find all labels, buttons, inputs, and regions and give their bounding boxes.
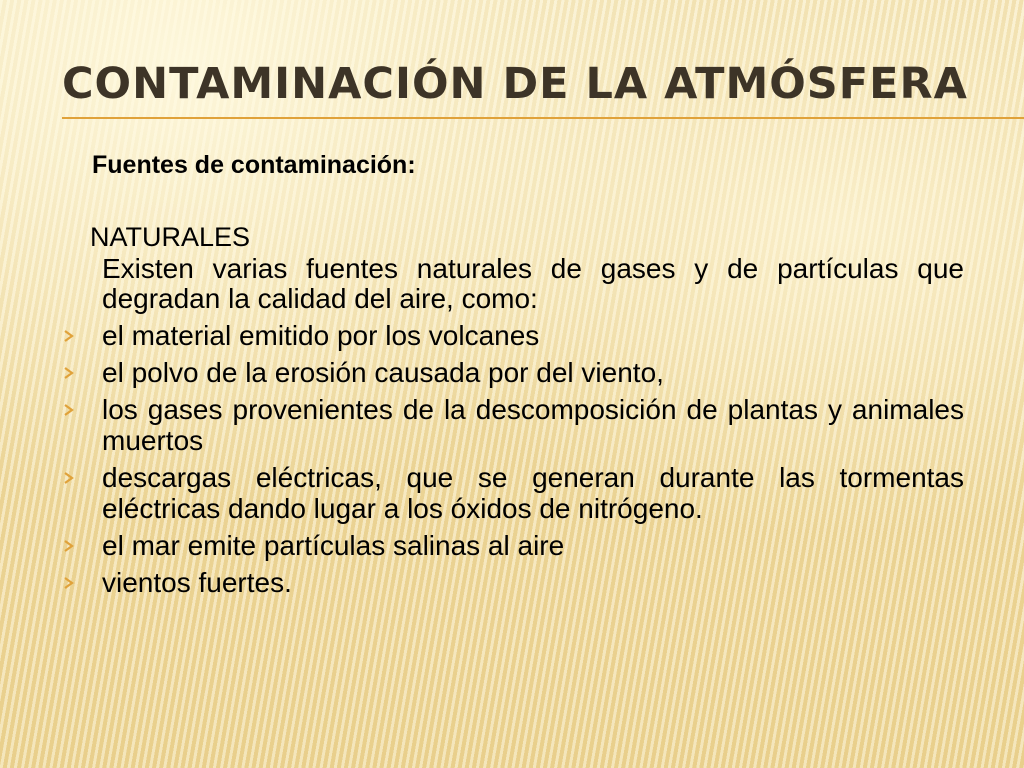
list-item-text: vientos fuertes. — [102, 567, 292, 598]
slide-title: CONTAMINACIÓN DE LA ATMÓSFERA — [62, 59, 968, 109]
list-item-text: el polvo de la erosión causada por del viento, — [102, 357, 664, 388]
list-item — [66, 394, 964, 456]
chevron-right-icon — [62, 403, 76, 417]
chevron-right-icon — [62, 471, 76, 485]
chevron-right-icon — [62, 539, 76, 553]
list-item-text: descargas eléctricas, que se generan durante las tormentas eléctricas dando lugar a los óxidos de nitrógeno. — [102, 462, 964, 524]
list-item — [66, 567, 964, 598]
list-item — [66, 462, 964, 524]
title-underline — [62, 117, 1024, 119]
intro-paragraph: Existen varias fuentes naturales de gases y de partículas que degradan la calidad del aire, como: — [102, 253, 964, 314]
chevron-right-icon — [62, 366, 76, 380]
list-item — [66, 320, 964, 351]
chevron-right-icon — [62, 576, 76, 590]
list-item — [66, 530, 964, 561]
list-item-text: el material emitido por los volcanes — [102, 320, 540, 351]
list-item-text: los gases provenientes de la descomposición de plantas y animales muertos — [102, 394, 964, 456]
chevron-right-icon — [62, 329, 76, 343]
subheading: Fuentes de contaminación: — [92, 151, 416, 179]
slide-content — [66, 142, 964, 598]
section-label: NATURALES — [90, 222, 251, 252]
list-item-text: el mar emite partículas salinas al aire — [102, 530, 565, 561]
list-item — [66, 357, 964, 388]
bullet-list — [66, 320, 964, 598]
